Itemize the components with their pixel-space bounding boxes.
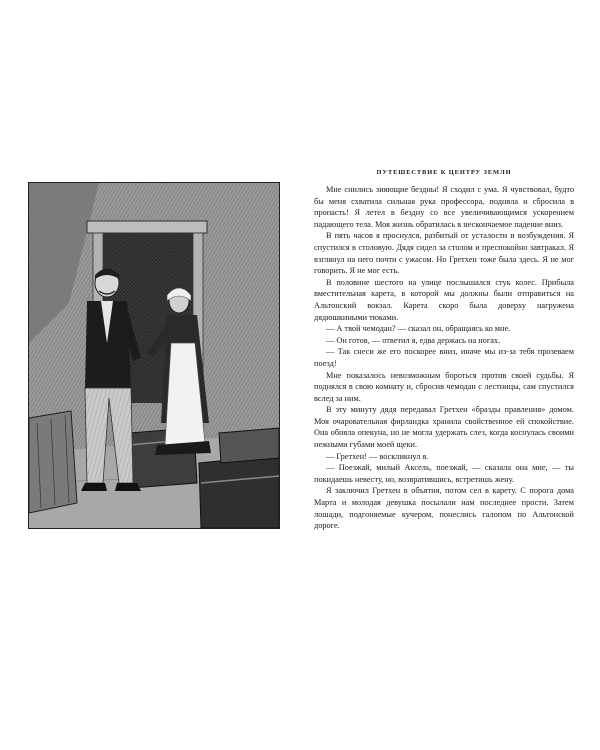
dialogue-line: — Поезжай, милый Аксель, поезжай, — сказала она мне, — ты покидаешь невесту, но, возвратившись, встретишь жену.: [314, 463, 574, 484]
paragraph: Мне снились зияющие бездны! Я сходил с ума. Я чувствовал, будто бы меня схватила сильная рука профессора, подняла и сбросила в пропасть! Я летел в бездну со все увеличивающимся ускорением падающего тела. Моя жизнь обратилась в нескончаемое падение вниз.: [314, 185, 574, 229]
dialogue-line: — Он готов, — ответил я, едва держась на ногах.: [326, 335, 501, 345]
dialogue-line: — Так снеси же его поскорее вниз, иначе мы из-за тебя прозеваем поезд!: [314, 347, 574, 368]
body-text: [314, 184, 574, 532]
paragraph: Я заключил Гретхен в объятия, потом сел в карету. С порога дома Марта и молодая девушка посылали нам последнее прости. Затем лошади, подгоняемые кучером, понеслись галопом по Альтонской дороге.: [314, 486, 574, 531]
running-head: ПУТЕШЕСТВИЕ К ЦЕНТРУ ЗЕМЛИ: [376, 169, 512, 176]
paragraph: В эту минуту дядя передавал Гретхен «бразды правления» домом. Моя очаровательная фирландка хранила свойственное ей спокойствие. Она обняла опекуна, но не могла удержать слез, когда коснулась своими нежными губами моей щеки.: [314, 405, 574, 450]
dialogue-line: — Гретхен! — воскликнул я.: [326, 451, 429, 461]
paragraph: В половине шестого на улице послышался стук колес. Прибыла вместительная карета, в которой мы должны были отправиться на Альтонский вокзал. Карета скоро была доверху нагружена дядюшкиными тюками.: [314, 277, 574, 322]
paragraph: В пять часов я проснулся, разбитый от усталости и возбуждения. Я спустился в столовую. Дядя сидел за столом и преспокойно завтракал. Я взглянул на него почти с ужасом. Но Гретхен тоже была здесь. Я не мог говорить. Я не мог есть.: [314, 231, 574, 276]
paragraph: Мне показалось невозможным бороться против своей судьбы. Я поднялся в свою комнату и, сбросив чемодан с лестницы, сам спустился вслед за ним.: [314, 370, 574, 403]
dialogue-line: — А твой чемодан? — сказал он, обращаясь ко мне.: [326, 324, 511, 334]
engraving-illustration: [28, 182, 280, 529]
illustration-drawing: [29, 183, 279, 528]
